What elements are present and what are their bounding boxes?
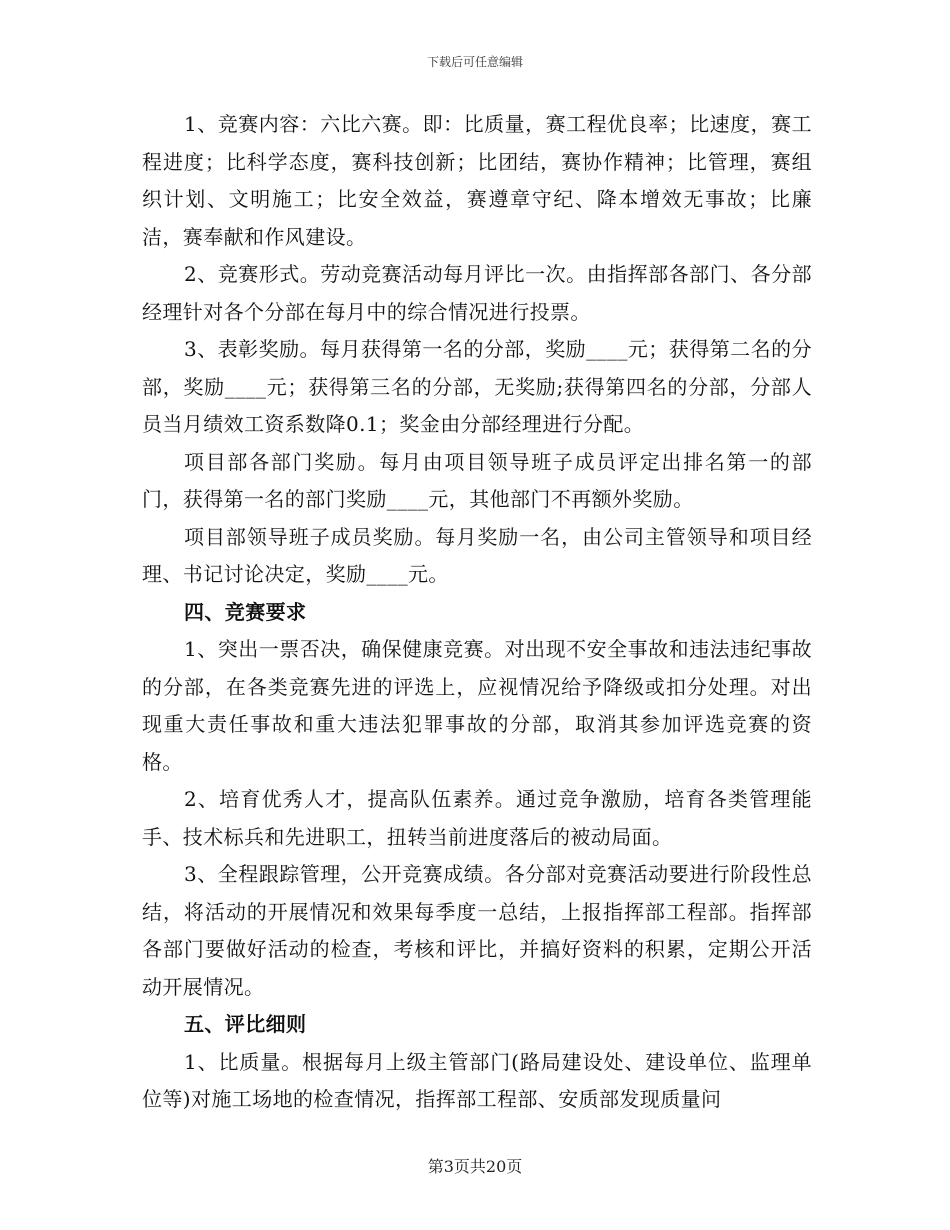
paragraph-veto: 1、突出一票否决，确保健康竞赛。对出现不安全事故和违法违纪事故的分部，在各类竞赛先进的评选上，应视情况给予降级或扣分处理。对出现重大责任事故和重大违法犯罪事故的分部，取消其参加评选竞赛的资格。 [142,637,812,774]
section-heading-requirements: 四、竞赛要求 [184,599,307,624]
paragraph-tracking: 3、全程跟踪管理，公开竞赛成绩。各分部对竞赛活动要进行阶段性总结，将活动的开展情况和效果每季度一总结，上报指挥部工程部。指挥部各部门要做好活动的检查，考核和评比，并搞好资料的积累，定期公开活动开展情况。 [142,862,812,999]
paragraph-rewards: 3、表彰奖励。每月获得第一名的分部，奖励____元；获得第二名的分部，奖励____元；获得第三名的分部，无奖励;获得第四名的分部，分部人员当月绩效工资系数降0.1；奖金由分部经理进行分配。 [142,337,812,436]
paragraph-competition-content: 1、竞赛内容：六比六赛。即：比质量，赛工程优良率；比速度，赛工程进度；比科学态度，赛科技创新；比团结，赛协作精神；比管理，赛组织计划、文明施工；比安全效益，赛遵章守纪、降本增效无事故；比廉洁，赛奉献和作风建设。 [142,112,812,249]
paragraph-quality: 1、比质量。根据每月上级主管部门(路局建设处、建设单位、监理单位等)对施工场地的检查情况，指挥部工程部、安质部发现质量问 [142,1049,812,1111]
section-heading-rules: 五、评比细则 [184,1012,307,1036]
paragraph-department-rewards: 项目部各部门奖励。每月由项目领导班子成员评定出排名第一的部门，获得第一名的部门奖励____元，其他部门不再额外奖励。 [142,449,812,511]
paragraph-competition-form: 2、竞赛形式。劳动竞赛活动每月评比一次。由指挥部各部门、各分部经理针对各个分部在每月中的综合情况进行投票。 [142,262,812,324]
document-body [142,106,812,1119]
page-number: 第3页共20页 [427,1157,523,1176]
paragraph-leadership-rewards: 项目部领导班子成员奖励。每月奖励一名，由公司主管领导和项目经理、书记讨论决定，奖励____元。 [142,524,812,586]
paragraph-talent: 2、培育优秀人才，提高队伍素养。通过竞争激励，培育各类管理能手、技术标兵和先进职工，扭转当前进度落后的被动局面。 [142,787,812,849]
page-header: 下载后可任意编辑 [426,55,523,69]
